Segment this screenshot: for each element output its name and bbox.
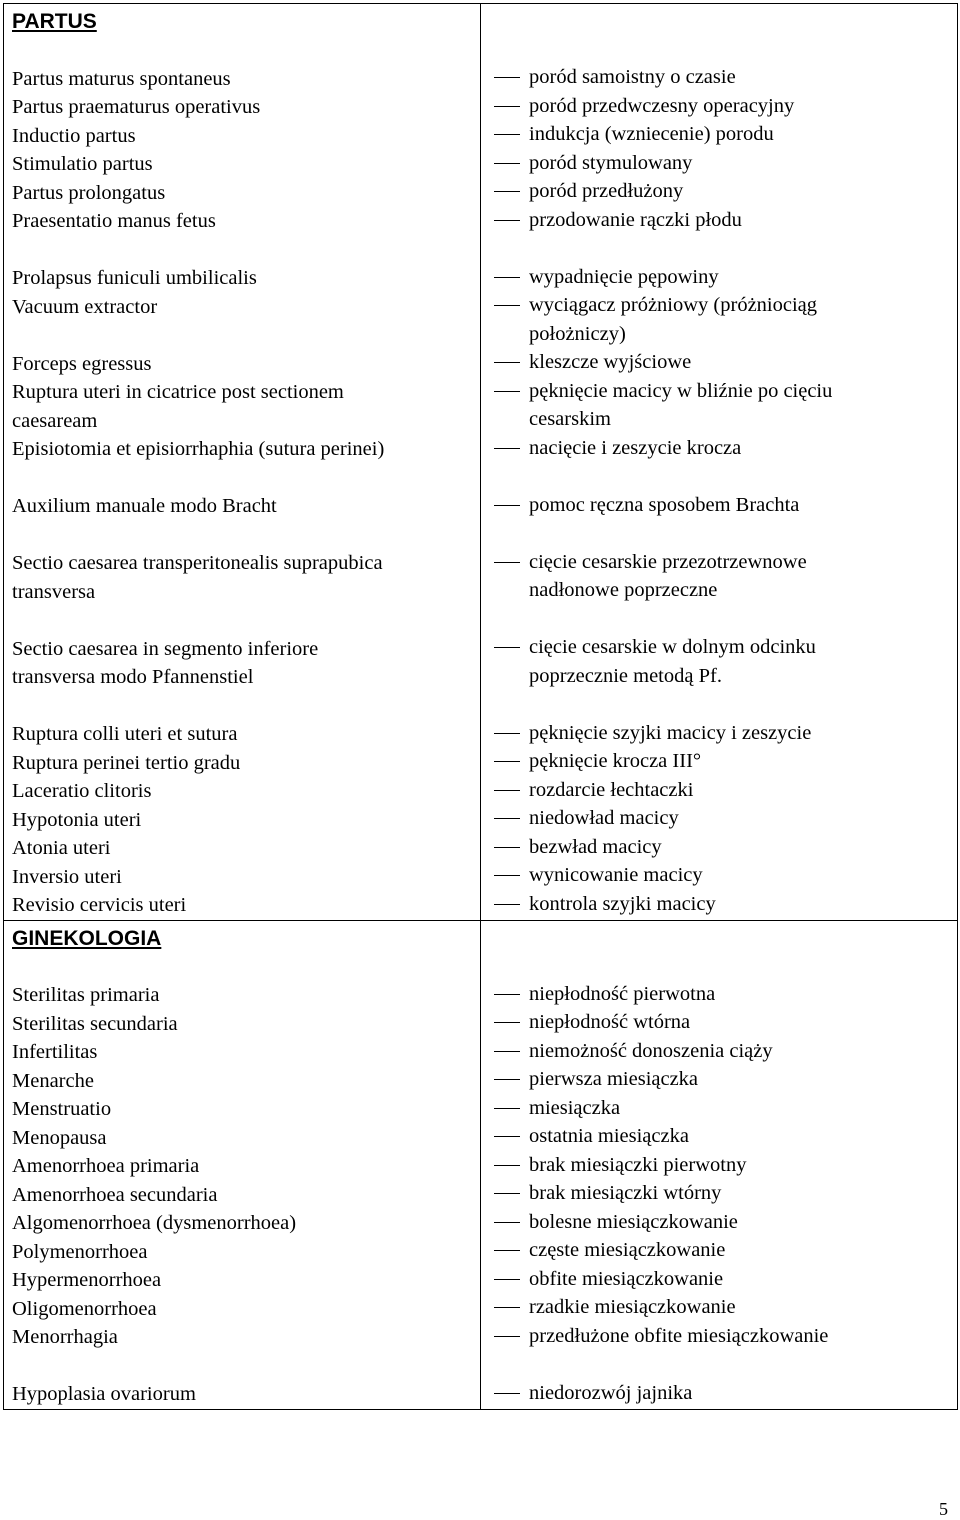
translation-text: brak miesiączki pierwotny	[529, 1153, 747, 1176]
glossary-table	[3, 3, 958, 1410]
latin-term: Menopausa	[12, 1126, 107, 1149]
dash-bullet	[494, 790, 520, 791]
dash-bullet	[494, 1108, 520, 1109]
latin-term: Auxilium manuale modo Bracht	[12, 495, 277, 517]
polish-translation	[489, 491, 957, 520]
translation-text: miesiączka	[529, 1096, 621, 1119]
translation-text: ostatnia miesiączka	[529, 1125, 689, 1147]
dash-bullet	[494, 1022, 520, 1023]
polish-translation	[489, 1094, 957, 1123]
dash-bullet	[494, 904, 520, 905]
translation-text: cesarskim	[529, 408, 611, 430]
translation-text: cięcie cesarskie przezotrzewnowe	[529, 550, 807, 573]
section-title: PARTUS	[12, 10, 97, 33]
polish-translation	[489, 63, 957, 92]
latin-term: Menstruatio	[12, 1098, 112, 1120]
dash-bullet	[494, 134, 520, 135]
polish-translation	[489, 804, 957, 833]
translation-text: wyciągacz próżniowy (próżniociąg	[529, 294, 818, 316]
latin-term: Menorrhagia	[12, 1326, 118, 1348]
dash-bullet	[494, 818, 520, 819]
latin-term: Menarche	[12, 1069, 94, 1092]
latin-term: Episiotomia et episiorrhaphia (sutura perinei)	[12, 438, 385, 460]
latin-term: Vacuum extractor	[12, 295, 158, 318]
polish-translation	[489, 92, 957, 121]
polish-column-ginekologia	[481, 920, 958, 1409]
translation-text: poród samoistny o czasie	[529, 66, 736, 88]
dash-bullet	[494, 448, 520, 449]
dash-bullet	[494, 505, 520, 506]
translation-text: niedorozwój jajnika	[529, 1381, 693, 1404]
polish-translation	[489, 833, 957, 862]
dash-bullet	[494, 77, 520, 78]
blank-line	[12, 36, 480, 65]
polish-translation	[489, 1065, 957, 1094]
dash-bullet	[494, 761, 520, 762]
translation-text: brak miesiączki wtórny	[529, 1182, 722, 1204]
translation-text: pęknięcie macicy w bliźnie po cięciu	[529, 379, 833, 402]
polish-translation	[489, 1322, 957, 1351]
latin-term: Hypermenorrhoea	[12, 1269, 162, 1291]
dash-bullet	[494, 1307, 520, 1308]
blank-line	[489, 690, 957, 719]
translation-text: przedłużone obfite miesiączkowanie	[529, 1324, 829, 1347]
blank-line	[489, 923, 957, 952]
translation-text: niedowład macicy	[529, 807, 679, 829]
dash-bullet	[494, 191, 520, 192]
latin-term: Forceps egressus	[12, 352, 152, 375]
blank-line	[489, 605, 957, 634]
latin-term: Laceratio clitoris	[12, 780, 152, 802]
translation-text: pomoc ręczna sposobem Brachta	[529, 493, 800, 516]
latin-term: Ruptura colli uteri et sutura	[12, 723, 238, 745]
latin-term: Infertilitas	[12, 1041, 98, 1063]
latin-column-ginekologia	[4, 920, 481, 1409]
translation-text: niemożność donoszenia ciąży	[529, 1039, 773, 1062]
latin-term: Partus maturus spontaneus	[12, 67, 231, 90]
dash-bullet	[494, 847, 520, 848]
polish-translation	[489, 719, 957, 748]
polish-translation	[489, 1037, 957, 1066]
dash-bullet	[494, 733, 520, 734]
translation-text: nadłonowe poprzeczne	[529, 579, 718, 601]
polish-translation	[489, 434, 957, 463]
latin-term: Atonia uteri	[12, 837, 111, 859]
translation-text: poród przedłużony	[529, 180, 684, 202]
dash-bullet	[494, 1079, 520, 1080]
latin-term: Polymenorrhoea	[12, 1240, 148, 1263]
polish-translation	[489, 377, 957, 406]
dash-bullet	[494, 1393, 520, 1394]
polish-translation	[489, 776, 957, 805]
translation-text: pierwsza miesiączka	[529, 1068, 699, 1090]
dash-bullet	[494, 305, 520, 306]
polish-translation	[489, 1208, 957, 1237]
translation-text: indukcja (wzniecenie) porodu	[529, 123, 774, 145]
blank-line	[12, 321, 480, 350]
dash-bullet	[494, 1193, 520, 1194]
latin-term: Ruptura perinei tertio gradu	[12, 751, 241, 774]
blank-line	[489, 462, 957, 491]
blank-line	[12, 521, 480, 550]
translation-text: pęknięcie krocza III°	[529, 750, 702, 772]
polish-translation	[489, 120, 957, 149]
polish-translation	[489, 291, 957, 320]
polish-translation	[489, 747, 957, 776]
polish-translation	[489, 206, 957, 235]
polish-translation	[489, 348, 957, 377]
polish-translation	[489, 548, 957, 577]
latin-term: Sterilitas secundaria	[12, 1012, 178, 1035]
latin-term: transversa	[12, 580, 96, 603]
blank-line	[12, 692, 480, 721]
dash-bullet	[494, 1250, 520, 1251]
polish-translation	[489, 980, 957, 1009]
translation-text: częste miesiączkowanie	[529, 1239, 726, 1261]
latin-term: Partus prolongatus	[12, 181, 166, 204]
dash-bullet	[494, 875, 520, 876]
translation-text: poród przedwczesny operacyjny	[529, 94, 795, 117]
translation-text: przodowanie rączki płodu	[529, 208, 742, 231]
polish-translation	[489, 890, 957, 919]
translation-text: bolesne miesiączkowanie	[529, 1210, 738, 1233]
blank-line	[12, 606, 480, 635]
polish-translation	[489, 1236, 957, 1265]
polish-translation	[489, 263, 957, 292]
polish-translation	[489, 1265, 957, 1294]
dash-bullet	[494, 994, 520, 995]
polish-translation	[489, 1151, 957, 1180]
dash-bullet	[494, 647, 520, 648]
dash-bullet	[494, 1279, 520, 1280]
polish-translation	[489, 633, 957, 662]
blank-line	[489, 234, 957, 263]
latin-term: Algomenorrhoea (dysmenorrhoea)	[12, 1212, 297, 1234]
latin-term: transversa modo Pfannenstiel	[12, 666, 254, 688]
polish-translation	[489, 320, 957, 349]
translation-text: wypadnięcie pępowiny	[529, 265, 719, 288]
page-number: 5	[939, 1499, 948, 1519]
section-row-partus	[4, 4, 958, 921]
polish-column-partus	[481, 4, 958, 921]
latin-term: Inversio uteri	[12, 865, 122, 888]
blank-line	[489, 1350, 957, 1379]
dash-bullet	[494, 1222, 520, 1223]
translation-text: obfite miesiączkowanie	[529, 1267, 724, 1290]
dash-bullet	[494, 1336, 520, 1337]
dash-bullet	[494, 277, 520, 278]
blank-line	[489, 951, 957, 980]
latin-term: Sterilitas primaria	[12, 984, 160, 1006]
translation-text: nacięcie i zeszycie krocza	[529, 436, 742, 459]
dash-bullet	[494, 1165, 520, 1166]
translation-text: bezwład macicy	[529, 835, 662, 858]
dash-bullet	[494, 220, 520, 221]
polish-translation	[489, 149, 957, 178]
latin-term: Ruptura uteri in cicatrice post sectionem	[12, 381, 344, 403]
translation-text: niepłodność pierwotna	[529, 982, 716, 1005]
latin-term: Oligomenorrhoea	[12, 1297, 157, 1320]
polish-translation	[489, 1179, 957, 1208]
translation-text: poprzecznie metodą Pf.	[529, 664, 722, 687]
polish-translation	[489, 177, 957, 206]
latin-term: caesaream	[12, 409, 98, 432]
latin-term: Revisio cervicis uteri	[12, 894, 187, 916]
latin-term: Stimulatio partus	[12, 153, 153, 175]
translation-text: wynicowanie macicy	[529, 864, 703, 886]
translation-text: pęknięcie szyjki macicy i zeszycie	[529, 721, 812, 744]
translation-text: rzadkie miesiączkowanie	[529, 1296, 736, 1318]
polish-translation	[489, 662, 957, 691]
polish-translation	[489, 1293, 957, 1322]
blank-line	[12, 953, 480, 982]
polish-translation	[489, 1008, 957, 1037]
latin-term: Sectio caesarea in segmento inferiore	[12, 637, 319, 660]
polish-translation	[489, 405, 957, 434]
latin-term: Praesentatio manus fetus	[12, 210, 216, 232]
dash-bullet	[494, 106, 520, 107]
dash-bullet	[494, 1136, 520, 1137]
dash-bullet	[494, 163, 520, 164]
blank-line	[489, 519, 957, 548]
blank-line	[12, 1352, 480, 1381]
polish-translation	[489, 576, 957, 605]
polish-translation	[489, 1379, 957, 1408]
translation-text: poród stymulowany	[529, 151, 693, 174]
section-row-ginekologia	[4, 920, 958, 1409]
latin-term: Amenorrhoea primaria	[12, 1155, 200, 1177]
translation-text: rozdarcie łechtaczki	[529, 778, 694, 801]
latin-term: Amenorrhoea secundaria	[12, 1183, 218, 1206]
dash-bullet	[494, 562, 520, 563]
translation-text: niepłodność wtórna	[529, 1011, 691, 1033]
translation-text: cięcie cesarskie w dolnym odcinku	[529, 636, 816, 658]
blank-line	[12, 464, 480, 493]
blank-line	[489, 35, 957, 64]
translation-text: położniczy)	[529, 322, 626, 345]
polish-translation	[489, 1122, 957, 1151]
blank-line	[489, 6, 957, 35]
translation-text: kontrola szyjki macicy	[529, 892, 716, 915]
dash-bullet	[494, 391, 520, 392]
polish-translation	[489, 861, 957, 890]
translation-text: kleszcze wyjściowe	[529, 351, 692, 373]
latin-term: Hypoplasia ovariorum	[12, 1383, 196, 1405]
dash-bullet	[494, 362, 520, 363]
dash-bullet	[494, 1051, 520, 1052]
latin-term: Inductio partus	[12, 124, 136, 147]
latin-column-partus	[4, 4, 481, 921]
blank-line	[12, 236, 480, 265]
latin-term: Hypotonia uteri	[12, 808, 142, 831]
section-title: GINEKOLOGIA	[12, 926, 162, 950]
latin-term: Partus praematurus operativus	[12, 96, 261, 118]
latin-term: Prolapsus funiculi umbilicalis	[12, 267, 257, 289]
latin-term: Sectio caesarea transperitonealis suprapubica	[12, 552, 383, 574]
